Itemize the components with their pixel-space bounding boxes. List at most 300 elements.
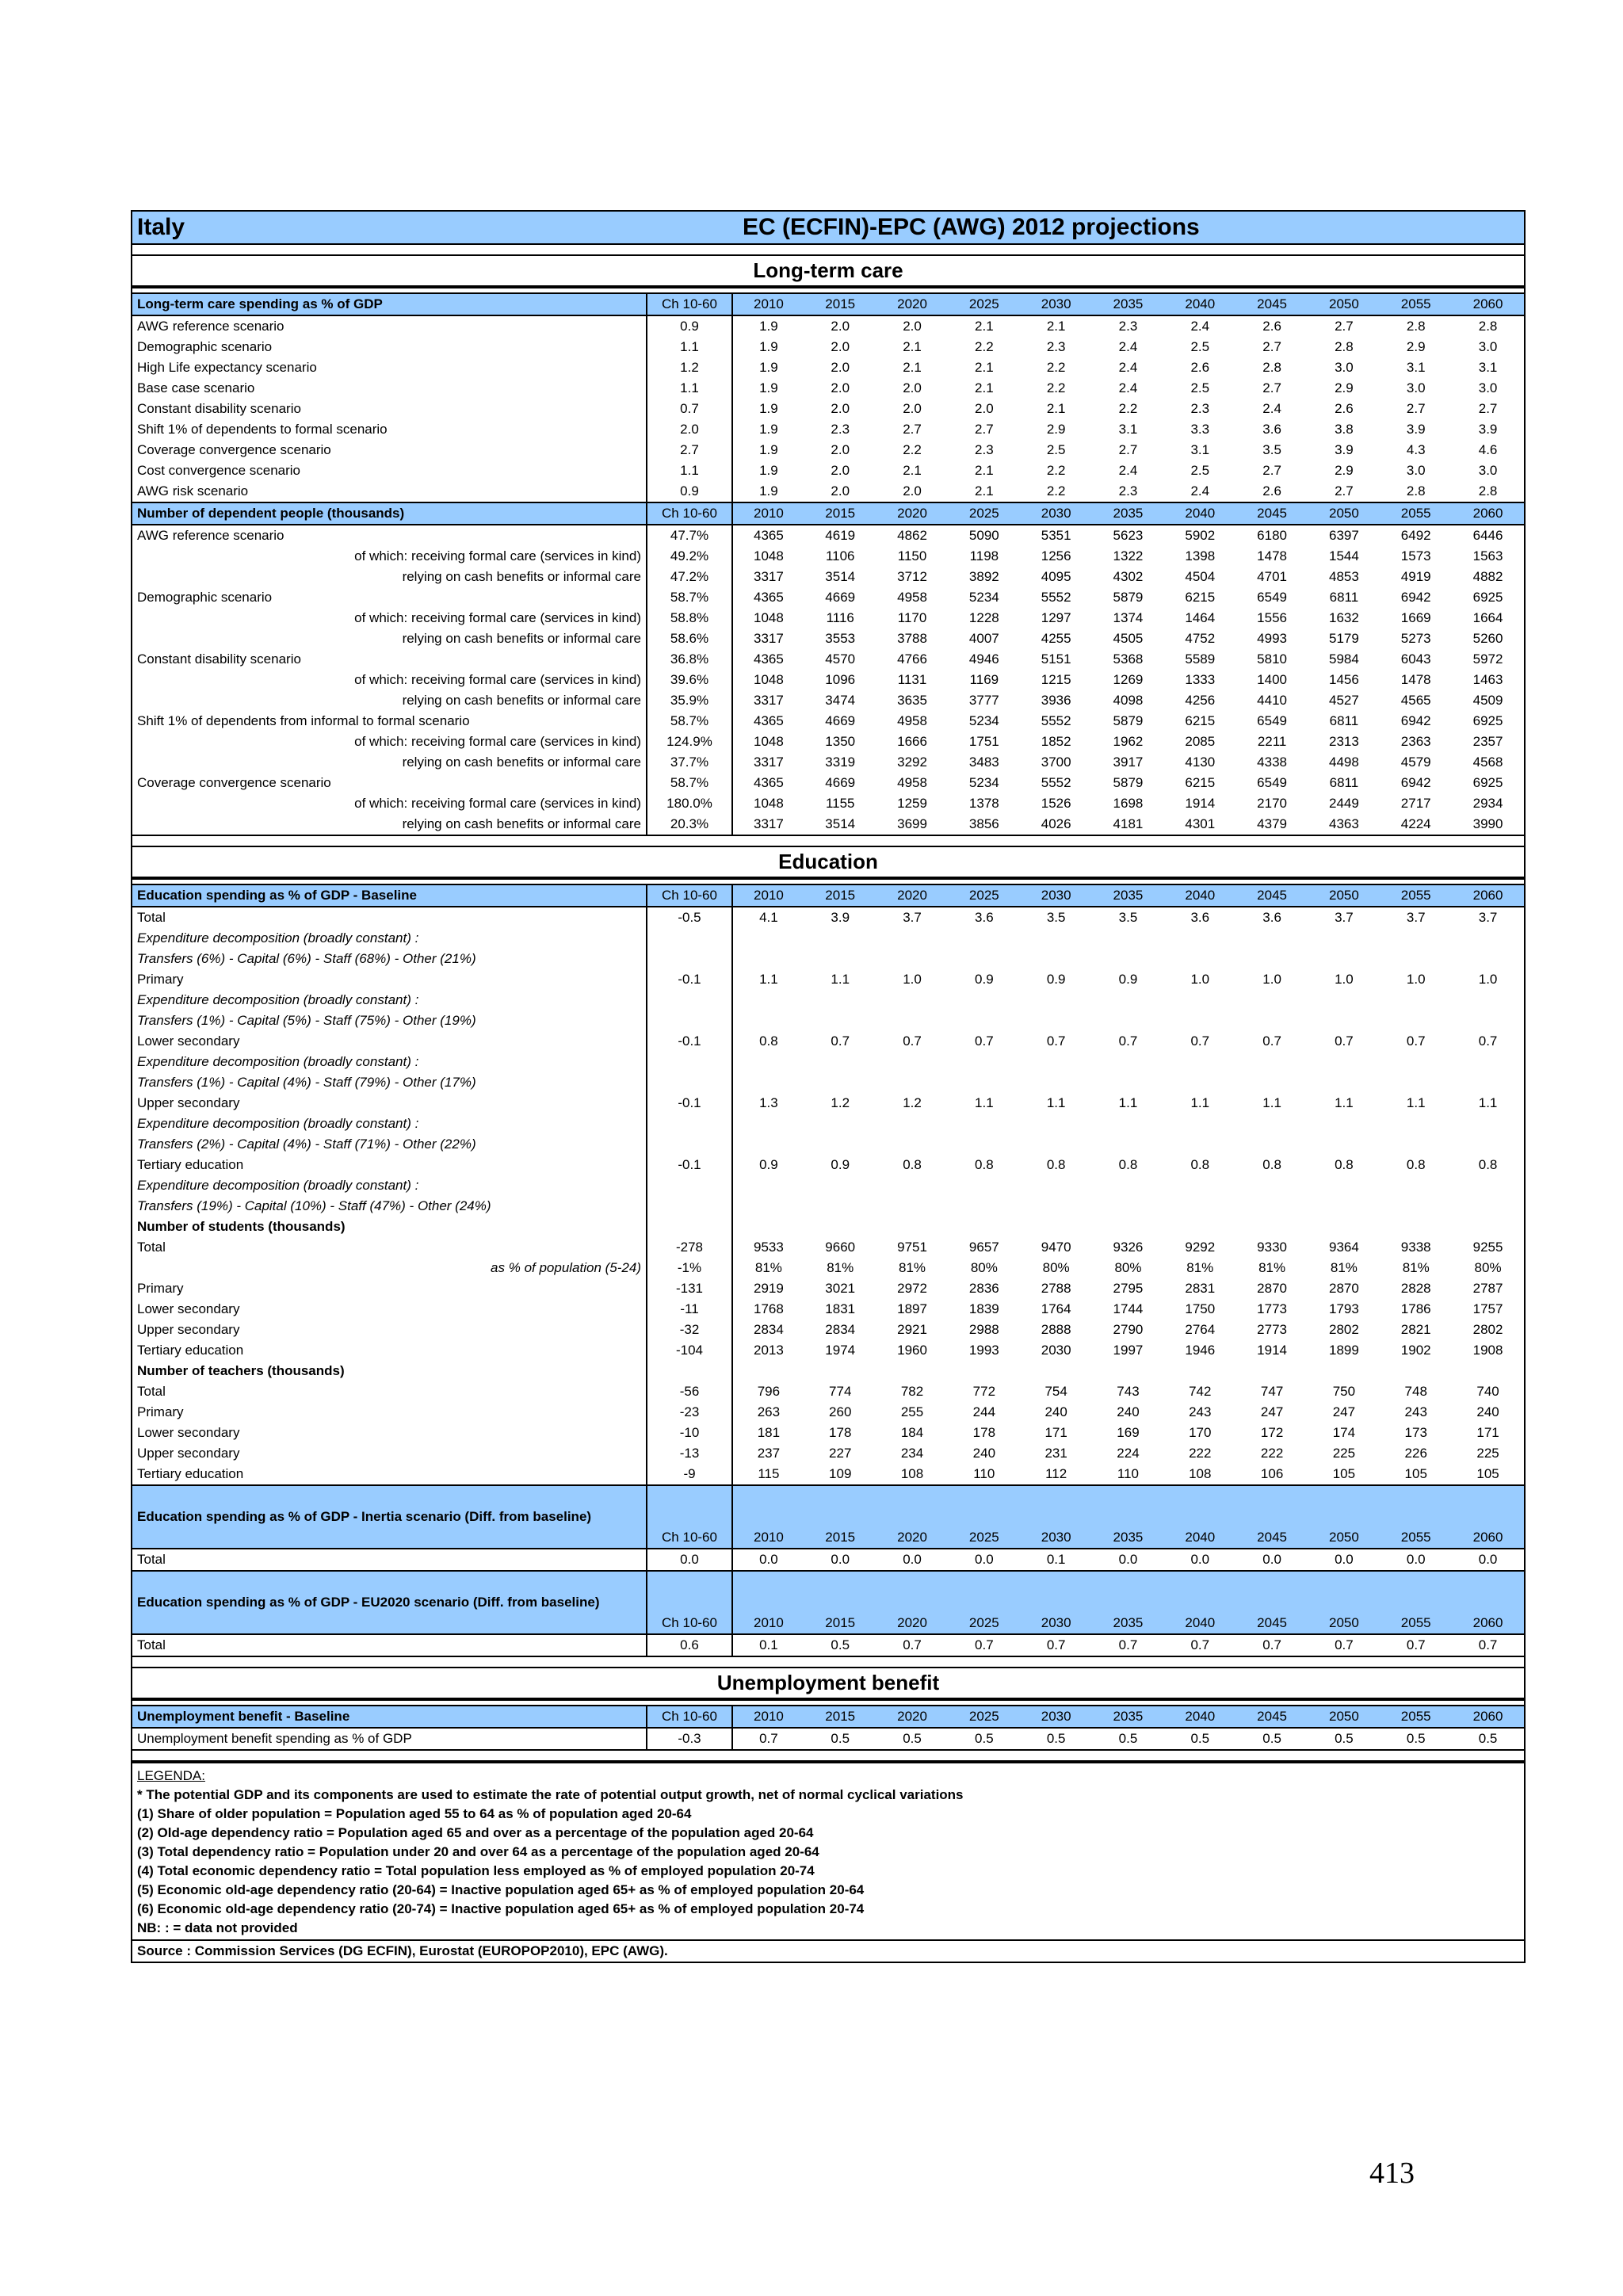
- cell-value: [804, 1361, 876, 1381]
- cell-value: 0.9: [1118, 972, 1138, 987]
- cell-value: 108: [1189, 1466, 1212, 1481]
- cell-value: 747: [1260, 1384, 1284, 1399]
- row-change: 124.9%: [647, 732, 732, 752]
- row-label: Shift 1% of dependents from informal to formal scenario: [132, 711, 647, 732]
- cell-value: 1.1: [759, 972, 778, 987]
- cell-value: 2834: [825, 1322, 856, 1337]
- table-row: [132, 1010, 1524, 1052]
- cell-value: 2.9: [1046, 422, 1066, 437]
- row-label: Total: [132, 1634, 647, 1656]
- cell-value: 754: [1044, 1384, 1067, 1399]
- cell-value: 4946: [968, 651, 999, 667]
- cell-value: 9330: [1257, 1240, 1287, 1255]
- cell-value: 170: [1189, 1425, 1212, 1440]
- row-change: 20.3%: [647, 814, 732, 835]
- cell-value: 0.8: [1406, 1157, 1426, 1172]
- cell-value: 750: [1332, 1384, 1356, 1399]
- cell-value: [804, 1052, 876, 1072]
- cell-value: 1378: [968, 796, 999, 811]
- cell-value: 0.7: [1118, 1033, 1138, 1049]
- row-label: relying on cash benefits or informal care: [132, 814, 647, 835]
- cell-value: [1092, 1175, 1164, 1196]
- cell-value: 3317: [753, 569, 784, 584]
- cell-value: 2.2: [903, 442, 922, 457]
- cell-value: 1.0: [1190, 972, 1210, 987]
- cell-value: 1897: [897, 1301, 927, 1316]
- cell-value: 2870: [1328, 1281, 1359, 1296]
- year-header: 2055: [1380, 293, 1452, 315]
- cell-value: [948, 990, 1020, 1010]
- cell-value: 1544: [1328, 548, 1359, 563]
- data-table: [132, 884, 1524, 1657]
- year-header: 2015: [804, 293, 876, 315]
- cell-value: 4853: [1328, 569, 1359, 584]
- cell-value: 105: [1332, 1466, 1356, 1481]
- cell-value: 6925: [1472, 590, 1503, 605]
- cell-value: 1096: [825, 672, 856, 687]
- cell-value: 4365: [753, 713, 784, 728]
- year-header: 2015: [804, 884, 876, 907]
- row-label: Total: [132, 907, 647, 928]
- cell-value: 1974: [825, 1343, 856, 1358]
- sections-container: [132, 256, 1524, 1762]
- projection-sheet: [131, 210, 1526, 1963]
- cell-value: 1664: [1472, 610, 1503, 625]
- table-row: [132, 928, 1524, 949]
- cell-value: 743: [1117, 1384, 1140, 1399]
- row-change: 58.6%: [647, 628, 732, 649]
- cell-value: [1164, 1196, 1236, 1217]
- cell-value: 1793: [1328, 1301, 1359, 1316]
- cell-value: 4527: [1328, 693, 1359, 708]
- block-header-label: Unemployment benefit - Baseline: [132, 1706, 647, 1728]
- cell-value: 174: [1332, 1425, 1356, 1440]
- cell-value: 2972: [897, 1281, 927, 1296]
- year-header: 2035: [1092, 1571, 1164, 1634]
- row-change: 0.0: [647, 1549, 732, 1571]
- cell-value: [1020, 1217, 1092, 1237]
- cell-value: 3319: [825, 755, 856, 770]
- cell-value: 5234: [968, 775, 999, 790]
- row-change: -0.5: [647, 907, 732, 928]
- cell-value: 3.6: [1262, 422, 1281, 437]
- cell-value: 2787: [1472, 1281, 1503, 1296]
- cell-value: 0.9: [759, 1157, 778, 1172]
- cell-value: 0.5: [876, 1728, 949, 1750]
- cell-value: 0.0: [1118, 1552, 1138, 1567]
- table-row: [132, 1443, 1524, 1464]
- cell-value: [1452, 1114, 1524, 1134]
- row-change: -278: [647, 1237, 732, 1258]
- cell-value: 1.1: [1190, 1095, 1210, 1110]
- cell-value: 1269: [1113, 672, 1144, 687]
- row-label: Total: [132, 1237, 647, 1258]
- cell-value: 4766: [897, 651, 927, 667]
- cell-value: 2888: [1041, 1322, 1071, 1337]
- cell-value: 1456: [1328, 672, 1359, 687]
- cell-value: 2.7: [1335, 319, 1354, 334]
- cell-value: 1831: [825, 1301, 856, 1316]
- year-header: 2040: [1164, 1485, 1236, 1549]
- cell-value: 1526: [1041, 796, 1071, 811]
- cell-value: 2.5: [1046, 442, 1066, 457]
- cell-value: [1092, 1217, 1164, 1237]
- cell-value: 3635: [897, 693, 927, 708]
- table-row: [132, 337, 1524, 357]
- year-header: 2020: [876, 293, 949, 315]
- cell-value: 2.2: [1046, 380, 1066, 395]
- year-header: 2015: [804, 1571, 876, 1634]
- cell-value: 1563: [1472, 548, 1503, 563]
- table-row: [132, 481, 1524, 502]
- cell-value: 1048: [753, 672, 784, 687]
- row-change: 58.7%: [647, 587, 732, 608]
- cell-value: 2.4: [1190, 483, 1210, 499]
- cell-value: 2834: [753, 1322, 784, 1337]
- cell-value: 6446: [1472, 528, 1503, 543]
- cell-value: [1380, 990, 1452, 1010]
- table-row: [132, 1072, 1524, 1114]
- cell-value: [1164, 990, 1236, 1010]
- year-header: 2050: [1308, 884, 1381, 907]
- cell-value: 5879: [1113, 713, 1144, 728]
- cell-value: 4958: [897, 775, 927, 790]
- cell-value: 0.7: [1478, 1033, 1498, 1049]
- cell-value: 5589: [1185, 651, 1216, 667]
- cell-value: 1478: [1400, 672, 1431, 687]
- year-header: 2030: [1020, 884, 1092, 907]
- cell-value: [1020, 1196, 1092, 1217]
- cell-value: [732, 1217, 804, 1237]
- cell-value: 2717: [1400, 796, 1431, 811]
- block-header-row: [132, 1706, 1524, 1728]
- cell-value: [1380, 1361, 1452, 1381]
- cell-value: 1.1: [1478, 1095, 1498, 1110]
- cell-value: 0.5: [804, 1728, 876, 1750]
- cell-value: 2.3: [1046, 339, 1066, 354]
- cell-value: 0.7: [1190, 1033, 1210, 1049]
- row-label: Upper secondary: [132, 1443, 647, 1464]
- year-header: 2050: [1308, 1571, 1381, 1634]
- cell-value: 222: [1260, 1446, 1284, 1461]
- cell-value: 105: [1476, 1466, 1499, 1481]
- cell-value: 0.7: [732, 1728, 804, 1750]
- cell-value: 3712: [897, 569, 927, 584]
- cell-value: 1.1: [831, 972, 850, 987]
- cell-value: 3.6: [975, 910, 994, 925]
- row-change: -0.1: [647, 1010, 732, 1052]
- cell-value: 6811: [1329, 590, 1359, 605]
- cell-value: 3483: [968, 755, 999, 770]
- cell-value: [876, 1114, 949, 1134]
- row-change: [647, 928, 732, 949]
- cell-value: 1.9: [759, 463, 778, 478]
- cell-value: 5151: [1041, 651, 1071, 667]
- cell-value: 3514: [804, 814, 876, 835]
- year-header: 2060: [1452, 502, 1524, 525]
- cell-value: [876, 990, 949, 1010]
- cell-value: 2773: [1257, 1322, 1287, 1337]
- cell-value: 2.5: [1190, 380, 1210, 395]
- cell-value: 3514: [825, 569, 856, 584]
- cell-value: 0.1: [732, 1634, 804, 1656]
- cell-value: 0.9: [831, 1157, 850, 1172]
- row-label: Unemployment benefit spending as % of GDP: [132, 1728, 647, 1750]
- cell-value: 1946: [1185, 1343, 1216, 1358]
- row-label: Coverage convergence scenario: [132, 440, 647, 460]
- cell-value: 4007: [968, 631, 999, 646]
- cell-value: 2.4: [1118, 339, 1138, 354]
- cell-value: 81%: [1258, 1260, 1286, 1275]
- cell-value: 2.7: [975, 422, 994, 437]
- row-label: [132, 1072, 647, 1114]
- table-row: [132, 1052, 1524, 1072]
- cell-value: 9364: [1328, 1240, 1359, 1255]
- cell-value: [1380, 1114, 1452, 1134]
- page-number: 413: [1369, 2157, 1415, 2190]
- cell-value: 0.7: [1308, 1634, 1381, 1656]
- legend-lines: [137, 1786, 1519, 1938]
- cell-value: 3.6: [1262, 910, 1281, 925]
- cell-value: [1236, 1196, 1308, 1217]
- row-label-decomp: Transfers (6%) - Capital (6%) - Staff (68%) - Other (21%): [137, 951, 476, 966]
- cell-value: 2.3: [1118, 319, 1138, 334]
- block-header-row: [132, 293, 1524, 315]
- cell-value: 1.0: [1478, 972, 1498, 987]
- cell-value: [1452, 1175, 1524, 1196]
- table-row: [132, 460, 1524, 481]
- year-header: 2020: [876, 1571, 949, 1634]
- row-change: 0.9: [647, 481, 732, 502]
- cell-value: 2.1: [975, 360, 994, 375]
- year-header: 2055: [1380, 884, 1452, 907]
- cell-value: [1236, 1217, 1308, 1237]
- cell-value: 81%: [1330, 1260, 1358, 1275]
- cell-value: 2.9: [1335, 463, 1354, 478]
- row-change: 0.6: [647, 1634, 732, 1656]
- year-header: 2050: [1308, 1485, 1381, 1549]
- cell-value: 1960: [897, 1343, 927, 1358]
- cell-value: [876, 1052, 949, 1072]
- cell-value: 0.5: [1308, 1728, 1381, 1750]
- cell-value: 2.8: [1406, 483, 1426, 499]
- cell-value: [1020, 990, 1092, 1010]
- cell-value: 0.8: [759, 1033, 778, 1049]
- cell-value: 2.1: [975, 463, 994, 478]
- cell-value: 231: [1044, 1446, 1067, 1461]
- cell-value: 2.0: [975, 401, 994, 416]
- table-row: [132, 1549, 1524, 1571]
- cell-value: 4504: [1185, 569, 1216, 584]
- table-row: [132, 419, 1524, 440]
- row-label: Tertiary education: [132, 1464, 647, 1485]
- cell-value: [1452, 990, 1524, 1010]
- cell-value: 2.7: [1262, 463, 1281, 478]
- row-label: Shift 1% of dependents to formal scenario: [132, 419, 647, 440]
- cell-value: 4993: [1257, 631, 1287, 646]
- cell-value: [1308, 1052, 1381, 1072]
- cell-value: [948, 1114, 1020, 1134]
- cell-value: 4301: [1164, 814, 1236, 835]
- cell-value: 1131: [897, 672, 927, 687]
- cell-value: [1236, 1361, 1308, 1381]
- cell-value: 2.7: [1406, 401, 1426, 416]
- row-label: Lower secondary: [132, 1299, 647, 1320]
- table-row: [132, 1340, 1524, 1361]
- cell-value: 1773: [1257, 1301, 1287, 1316]
- row-change: -0.1: [647, 949, 732, 990]
- year-header: 2045: [1236, 502, 1308, 525]
- section-title: Unemployment benefit: [132, 1668, 1524, 1701]
- cell-value: 0.5: [1452, 1728, 1524, 1750]
- row-label: relying on cash benefits or informal care: [132, 690, 647, 711]
- cell-value: 796: [757, 1384, 781, 1399]
- cell-value: 1.1: [1118, 1095, 1138, 1110]
- row-change: -104: [647, 1340, 732, 1361]
- cell-value: 169: [1117, 1425, 1140, 1440]
- block-header-row: [132, 1571, 1524, 1634]
- block-header-label: Education spending as % of GDP - Inertia scenario (Diff. from baseline): [132, 1485, 647, 1549]
- cell-value: 3553: [825, 631, 856, 646]
- cell-value: 5902: [1185, 528, 1216, 543]
- table-row: [132, 649, 1524, 670]
- cell-value: 2828: [1400, 1281, 1431, 1296]
- cell-value: 2.9: [1406, 339, 1426, 354]
- cell-value: 1.3: [759, 1095, 778, 1110]
- cell-value: 3.7: [1335, 910, 1354, 925]
- row-label-decomp: Transfers (1%) - Capital (4%) - Staff (79%) - Other (17%): [137, 1075, 476, 1090]
- row-label: [132, 1010, 647, 1052]
- cell-value: [804, 928, 876, 949]
- year-header: 2010: [732, 1571, 804, 1634]
- year-header: 2030: [1020, 1485, 1092, 1549]
- cell-value: 5552: [1041, 775, 1071, 790]
- cell-value: 772: [972, 1384, 996, 1399]
- cell-value: 0.9: [975, 972, 994, 987]
- cell-value: 4365: [753, 590, 784, 605]
- cell-value: 4026: [1020, 814, 1092, 835]
- cell-value: 2357: [1472, 734, 1503, 749]
- cell-value: 0.7: [1380, 1634, 1452, 1656]
- cell-value: 4365: [753, 651, 784, 667]
- table-row: [132, 567, 1524, 587]
- cell-value: 5273: [1400, 631, 1431, 646]
- cell-value: 1768: [753, 1301, 784, 1316]
- cell-value: 1215: [1041, 672, 1071, 687]
- cell-value: 740: [1476, 1384, 1499, 1399]
- cell-value: 1322: [1113, 548, 1144, 563]
- cell-value: 2934: [1472, 796, 1503, 811]
- cell-value: 1400: [1257, 672, 1287, 687]
- year-header: 2060: [1452, 1485, 1524, 1549]
- cell-value: [1452, 1217, 1524, 1237]
- cell-value: 0.7: [1262, 1033, 1281, 1049]
- year-header: 2060: [1452, 884, 1524, 907]
- cell-value: 3.9: [831, 910, 850, 925]
- cell-value: 2.4: [1262, 401, 1281, 416]
- year-header: 2040: [1164, 502, 1236, 525]
- cell-value: 4255: [1041, 631, 1071, 646]
- cell-value: 3700: [1041, 755, 1071, 770]
- cell-value: 2921: [897, 1322, 927, 1337]
- source-note: Source : Commission Services (DG ECFIN), Eurostat (EUROPOP2010), EPC (AWG).: [132, 1939, 1524, 1962]
- cell-value: 80%: [1474, 1260, 1502, 1275]
- cell-value: 2788: [1041, 1281, 1071, 1296]
- ch-header: Ch 10-60: [647, 1485, 732, 1549]
- cell-value: 5879: [1113, 590, 1144, 605]
- cell-value: 6043: [1400, 651, 1431, 667]
- cell-value: 1751: [968, 734, 999, 749]
- cell-value: 6180: [1257, 528, 1287, 543]
- table-row: [132, 793, 1524, 814]
- cell-value: 3.5: [1046, 910, 1066, 925]
- cell-value: 2.3: [975, 442, 994, 457]
- cell-value: 6811: [1329, 713, 1359, 728]
- row-label: Total: [132, 1549, 647, 1571]
- cell-value: 3.0: [1406, 463, 1426, 478]
- cell-value: 6942: [1400, 713, 1431, 728]
- cell-value: 2.4: [1118, 463, 1138, 478]
- cell-value: [1308, 1196, 1381, 1217]
- cell-value: 244: [972, 1404, 996, 1419]
- ch-header: Ch 10-60: [647, 884, 732, 907]
- cell-value: 109: [829, 1466, 852, 1481]
- cell-value: 3.5: [1118, 910, 1138, 925]
- cell-value: 5879: [1113, 775, 1144, 790]
- cell-value: 1899: [1328, 1343, 1359, 1358]
- cell-value: 4365: [753, 528, 784, 543]
- year-header: 2050: [1308, 293, 1381, 315]
- cell-value: 2.8: [1406, 319, 1426, 334]
- cell-value: 782: [900, 1384, 924, 1399]
- cell-value: [1164, 1052, 1236, 1072]
- year-header: 2045: [1236, 1485, 1308, 1549]
- cell-value: 240: [1476, 1404, 1499, 1419]
- row-change: 1.1: [647, 337, 732, 357]
- cell-value: 2.9: [1335, 380, 1354, 395]
- row-label: [132, 949, 647, 990]
- cell-value: 4701: [1257, 569, 1287, 584]
- cell-value: [1308, 1175, 1381, 1196]
- cell-value: 5552: [1041, 590, 1071, 605]
- cell-value: 2.0: [831, 360, 850, 375]
- cell-value: 0.7: [1406, 1033, 1426, 1049]
- cell-value: [732, 1175, 804, 1196]
- year-header: 2025: [948, 1571, 1020, 1634]
- table-row: [132, 315, 1524, 337]
- cell-value: [732, 990, 804, 1010]
- cell-value: 2919: [753, 1281, 784, 1296]
- cell-value: 1962: [1113, 734, 1144, 749]
- cell-value: 0.0: [759, 1552, 778, 1567]
- year-header: 2010: [732, 502, 804, 525]
- sheet-title: EC (ECFIN)-EPC (AWG) 2012 projections: [743, 214, 1200, 240]
- cell-value: 1374: [1113, 610, 1144, 625]
- cell-value: 0.7: [876, 1634, 949, 1656]
- row-label: Expenditure decomposition (broadly constant) :: [132, 990, 647, 1010]
- cell-value: 3.8: [1335, 422, 1354, 437]
- table-row: [132, 690, 1524, 711]
- cell-value: [1236, 1052, 1308, 1072]
- row-label: Total: [132, 1381, 647, 1402]
- cell-value: 247: [1260, 1404, 1284, 1419]
- year-header: 2045: [1236, 293, 1308, 315]
- cell-value: 0.9: [1046, 972, 1066, 987]
- cell-value: 2.8: [1478, 483, 1498, 499]
- cell-value: 1116: [826, 610, 854, 625]
- row-change: -11: [647, 1299, 732, 1320]
- cell-value: 4181: [1092, 814, 1164, 835]
